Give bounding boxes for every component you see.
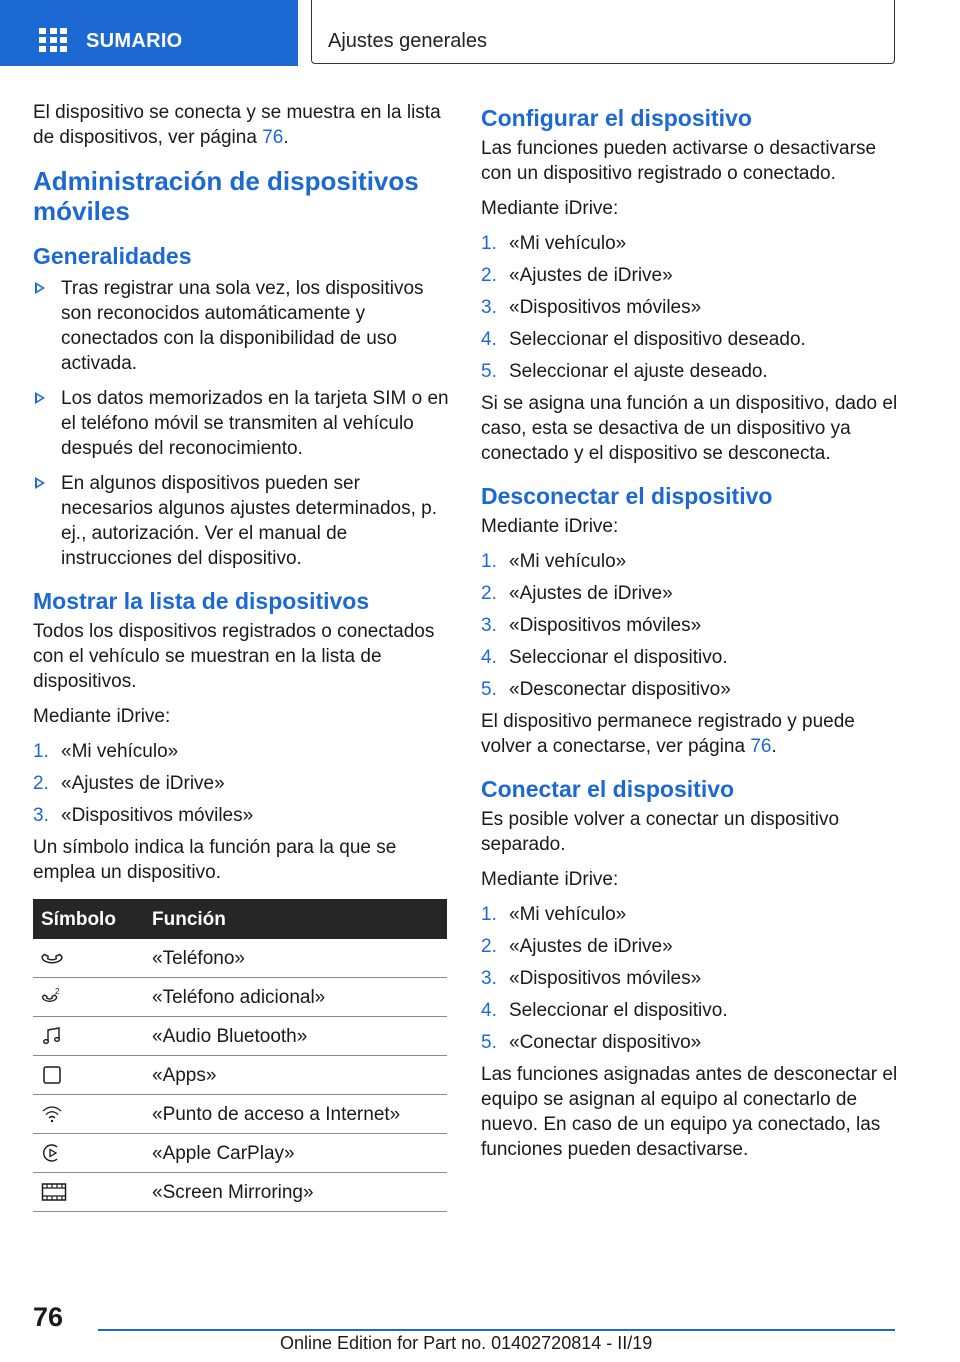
step-item bbox=[33, 771, 451, 796]
symbol-text: Un símbolo indica la función para la que se emplea un dispositivo. bbox=[33, 837, 397, 883]
step-item bbox=[481, 263, 899, 288]
step-number: 2. bbox=[33, 773, 49, 794]
table-row bbox=[33, 1056, 447, 1095]
step-text: «Mi vehículo» bbox=[509, 551, 627, 572]
step-item bbox=[481, 934, 899, 959]
wifi-icon bbox=[41, 1103, 63, 1125]
step-item bbox=[481, 359, 899, 384]
bullet-text: En algunos dispositivos pueden ser necesarios algunos ajustes determinados, p. ej., autorización. Ver el manual de instrucciones del dispositivo. bbox=[61, 473, 438, 569]
phone-2-icon bbox=[41, 986, 63, 1008]
step-item bbox=[481, 295, 899, 320]
function-cell: «Punto de acceso a Internet» bbox=[144, 1095, 447, 1134]
step-number: 1. bbox=[33, 741, 49, 762]
step-text: Seleccionar el ajuste deseado. bbox=[509, 361, 768, 382]
section-title: Administración de dispositivos móviles bbox=[33, 166, 419, 226]
phone-icon bbox=[41, 947, 63, 969]
desconectar-steps bbox=[481, 549, 899, 702]
function-cell: «Apps» bbox=[144, 1056, 447, 1095]
step-text: «Ajustes de iDrive» bbox=[509, 936, 673, 957]
generalidades-list bbox=[33, 276, 451, 571]
step-number: 4. bbox=[481, 1000, 497, 1021]
step-number: 1. bbox=[481, 904, 497, 925]
desconectar-title: Desconectar el dispositivo bbox=[481, 483, 773, 509]
step-item bbox=[481, 902, 899, 927]
step-text: «Ajustes de iDrive» bbox=[61, 773, 225, 794]
table-header-row bbox=[33, 899, 447, 939]
mostrar-title: Mostrar la lista de dispositivos bbox=[33, 588, 370, 614]
step-text: «Desconectar dispositivo» bbox=[509, 679, 731, 700]
page-number: 76 bbox=[33, 1302, 64, 1332]
music-note-icon bbox=[41, 1025, 63, 1047]
table-row bbox=[33, 978, 447, 1017]
step-item bbox=[481, 998, 899, 1023]
intro-text: El dispositivo se conecta y se muestra en la lista de dispositivos, ver página bbox=[33, 102, 441, 148]
sumario-button[interactable] bbox=[0, 0, 298, 66]
mediante-label: Mediante iDrive: bbox=[481, 869, 619, 890]
mediante-label: Mediante iDrive: bbox=[481, 516, 619, 537]
conectar-text: Es posible volver a conectar un dispositivo separado. bbox=[481, 809, 840, 855]
symbol-cell bbox=[33, 1056, 144, 1095]
step-number: 3. bbox=[33, 805, 49, 826]
mostrar-steps bbox=[33, 739, 451, 828]
mediante-label: Mediante iDrive: bbox=[481, 198, 619, 219]
step-item bbox=[33, 739, 451, 764]
step-text: «Ajustes de iDrive» bbox=[509, 265, 673, 286]
function-cell: «Teléfono» bbox=[144, 939, 447, 978]
page-link[interactable]: 76 bbox=[262, 127, 284, 148]
step-number: 5. bbox=[481, 1032, 497, 1053]
step-item bbox=[481, 677, 899, 702]
step-number: 3. bbox=[481, 968, 497, 989]
column-header-symbol: Símbolo bbox=[33, 899, 144, 939]
desconectar-after bbox=[481, 709, 899, 759]
table-row bbox=[33, 1095, 447, 1134]
generalidades-title: Generalidades bbox=[33, 243, 192, 269]
left-column bbox=[33, 100, 451, 1212]
step-text: Seleccionar el dispositivo. bbox=[509, 647, 728, 668]
step-number: 5. bbox=[481, 679, 497, 700]
configurar-steps bbox=[481, 231, 899, 384]
step-item bbox=[481, 966, 899, 991]
step-item bbox=[33, 803, 451, 828]
screen-mirroring-icon bbox=[41, 1181, 67, 1203]
step-text: «Conectar dispositivo» bbox=[509, 1032, 702, 1053]
mostrar-text: Todos los dispositivos registrados o conectados con el vehículo se muestran en la lista de dispositivos. bbox=[33, 621, 435, 692]
list-item bbox=[33, 471, 451, 571]
sumario-label: SUMARIO bbox=[86, 30, 183, 52]
desconectar-after-text: El dispositivo permanece registrado y puede volver a conectarse, ver página bbox=[481, 711, 855, 757]
svg-text:2: 2 bbox=[55, 987, 60, 997]
function-cell: «Teléfono adicional» bbox=[144, 978, 447, 1017]
mediante-label: Mediante iDrive: bbox=[33, 706, 171, 727]
conectar-title: Conectar el dispositivo bbox=[481, 776, 735, 802]
step-text: Seleccionar el dispositivo deseado. bbox=[509, 329, 806, 350]
symbol-cell bbox=[33, 1017, 144, 1056]
footer-edition: Online Edition for Part no. 01402720814 - II/19 bbox=[280, 1333, 653, 1353]
function-cell: «Audio Bluetooth» bbox=[144, 1017, 447, 1056]
step-number: 2. bbox=[481, 265, 497, 286]
step-item bbox=[481, 613, 899, 638]
step-item bbox=[481, 645, 899, 670]
desconectar-after-end: . bbox=[771, 736, 777, 757]
step-item bbox=[481, 1030, 899, 1055]
footer-divider bbox=[98, 1329, 895, 1331]
triangle-bullet-icon bbox=[35, 392, 45, 404]
apps-square-icon bbox=[41, 1064, 63, 1086]
step-number: 2. bbox=[481, 583, 497, 604]
list-item bbox=[33, 276, 451, 376]
step-item bbox=[481, 581, 899, 606]
conectar-steps bbox=[481, 902, 899, 1055]
step-item bbox=[481, 327, 899, 352]
step-number: 2. bbox=[481, 936, 497, 957]
configurar-text: Las funciones pueden activarse o desactivarse con un dispositivo registrado o conectado. bbox=[481, 138, 877, 184]
step-item bbox=[481, 549, 899, 574]
table-row bbox=[33, 1134, 447, 1173]
configurar-after: Si se asigna una función a un dispositivo, dado el caso, esta se desactiva de un dispositivo ya conectado y el dispositivo se desconecta. bbox=[481, 393, 898, 464]
step-text: «Mi vehículo» bbox=[509, 904, 627, 925]
symbol-cell bbox=[33, 978, 144, 1017]
symbol-cell bbox=[33, 1134, 144, 1173]
triangle-bullet-icon bbox=[35, 282, 45, 294]
column-header-function: Función bbox=[144, 899, 447, 939]
step-number: 3. bbox=[481, 297, 497, 318]
function-cell: «Apple CarPlay» bbox=[144, 1134, 447, 1173]
page-link[interactable]: 76 bbox=[750, 736, 772, 757]
table-row bbox=[33, 1173, 447, 1212]
bullet-text: Los datos memorizados en la tarjeta SIM o en el teléfono móvil se transmiten al vehículo después del reconocimiento. bbox=[61, 388, 449, 459]
conectar-after: Las funciones asignadas antes de desconectar el equipo se asignan al equipo al conectarlo de nuevo. En caso de un equipo ya conectado, las funciones pueden desactivarse. bbox=[481, 1064, 898, 1160]
function-cell: «Screen Mirroring» bbox=[144, 1173, 447, 1212]
triangle-bullet-icon bbox=[35, 477, 45, 489]
top-bar bbox=[0, 0, 960, 66]
intro-end: . bbox=[283, 127, 289, 148]
step-text: «Dispositivos móviles» bbox=[509, 297, 702, 318]
step-number: 4. bbox=[481, 329, 497, 350]
step-text: «Mi vehículo» bbox=[509, 233, 627, 254]
step-text: «Dispositivos móviles» bbox=[509, 615, 702, 636]
step-number: 3. bbox=[481, 615, 497, 636]
table-row bbox=[33, 1017, 447, 1056]
step-text: «Mi vehículo» bbox=[61, 741, 179, 762]
table-row bbox=[33, 939, 447, 978]
symbol-cell bbox=[33, 1095, 144, 1134]
step-text: «Dispositivos móviles» bbox=[509, 968, 702, 989]
intro-paragraph bbox=[33, 100, 451, 150]
step-text: «Ajustes de iDrive» bbox=[509, 583, 673, 604]
step-item bbox=[481, 231, 899, 256]
bullet-text: Tras registrar una sola vez, los dispositivos son reconocidos automáticamente y conectados con la disponibilidad de uso activada. bbox=[61, 278, 424, 374]
grid-menu-icon bbox=[39, 28, 67, 52]
symbol-cell bbox=[33, 939, 144, 978]
right-column bbox=[481, 100, 899, 1172]
step-number: 1. bbox=[481, 551, 497, 572]
breadcrumb[interactable] bbox=[311, 0, 895, 64]
symbol-table bbox=[33, 899, 447, 1212]
breadcrumb-label: Ajustes generales bbox=[328, 30, 487, 52]
list-item bbox=[33, 386, 451, 461]
step-number: 5. bbox=[481, 361, 497, 382]
step-text: Seleccionar el dispositivo. bbox=[509, 1000, 728, 1021]
step-number: 1. bbox=[481, 233, 497, 254]
step-number: 4. bbox=[481, 647, 497, 668]
carplay-play-icon bbox=[41, 1142, 63, 1164]
step-text: «Dispositivos móviles» bbox=[61, 805, 254, 826]
symbol-cell bbox=[33, 1173, 144, 1212]
configurar-title: Configurar el dispositivo bbox=[481, 105, 752, 131]
